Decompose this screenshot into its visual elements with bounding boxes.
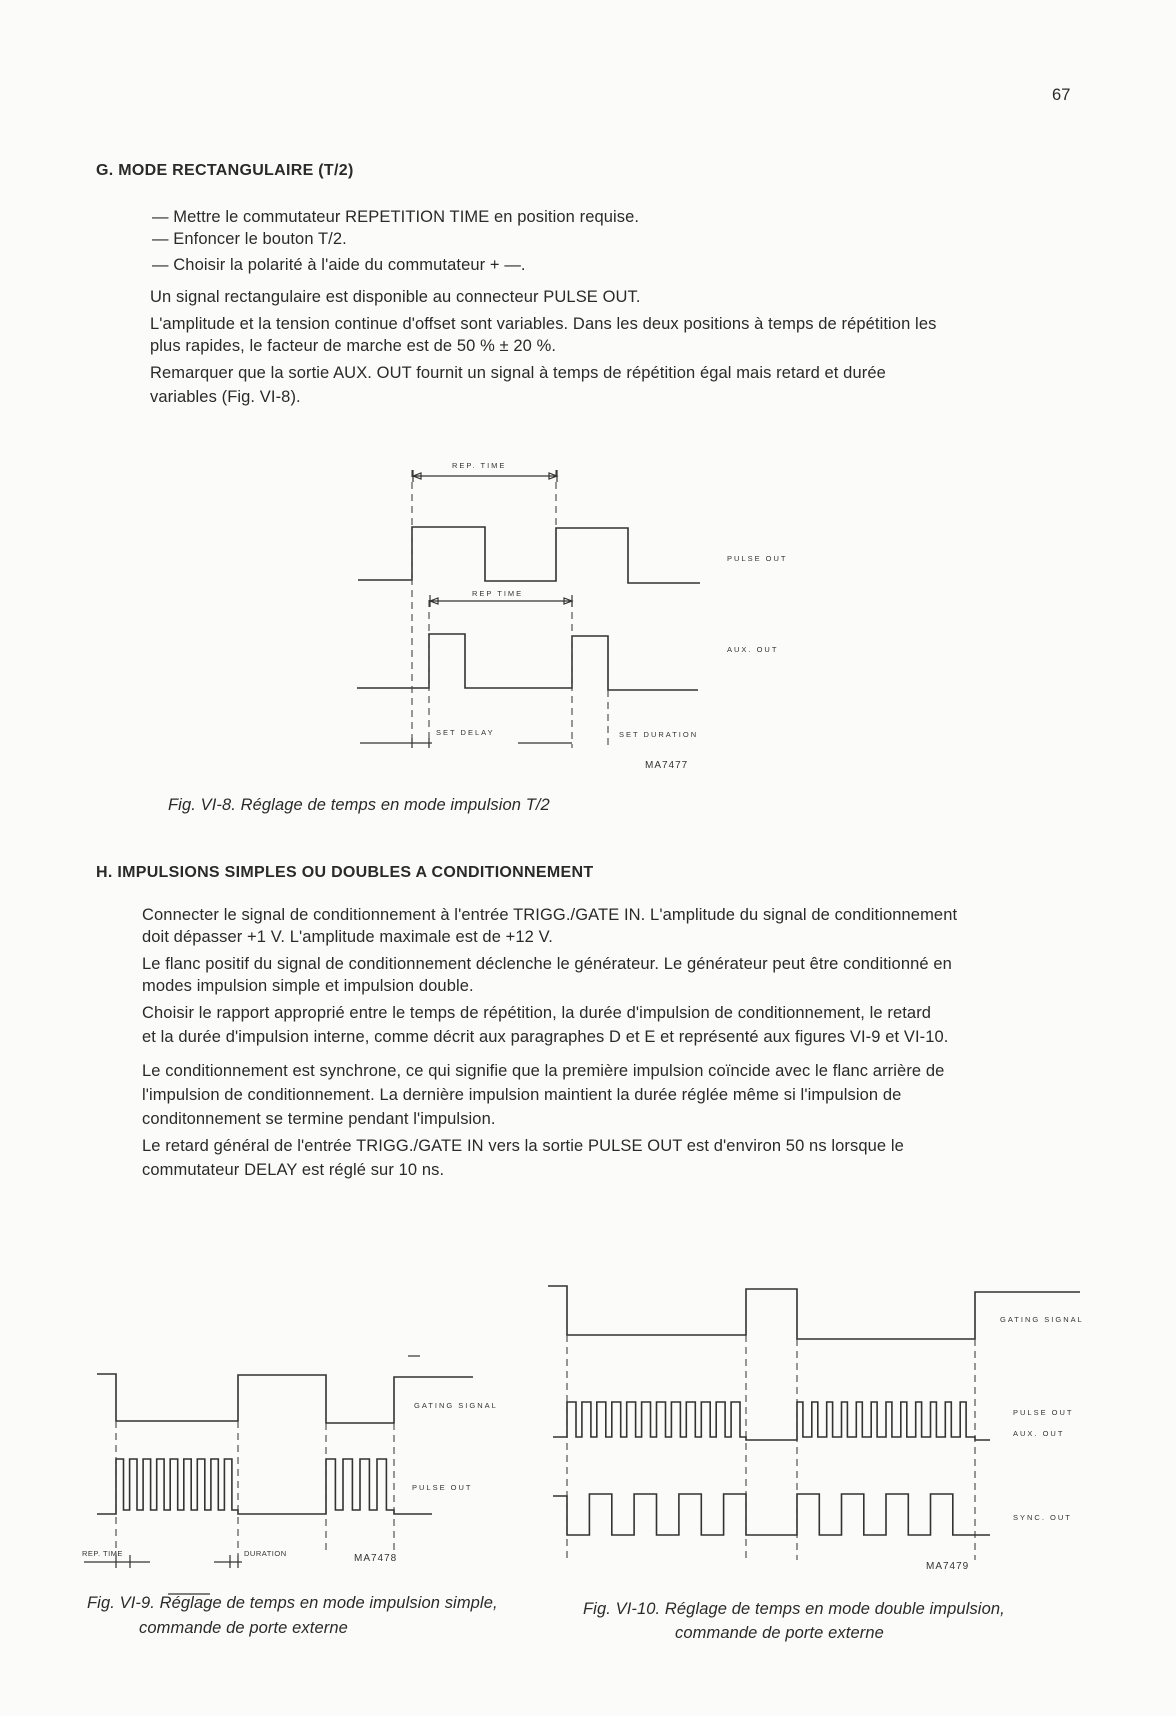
fig-8-caption: Fig. VI-8. Réglage de temps en mode impulsion T/2 (168, 796, 550, 814)
pulse-out-waveform (358, 527, 700, 583)
fig-9-caption-line-2: commande de porte externe (139, 1619, 348, 1637)
paragraph-line: commutateur DELAY est réglé sur 10 ns. (142, 1161, 445, 1179)
section-h-heading: H. IMPULSIONS SIMPLES OU DOUBLES A CONDITIONNEMENT (96, 864, 594, 881)
aux-out-waveform (357, 634, 698, 690)
fig-10-caption: Fig. VI-10. Réglage de temps en mode double impulsion, (583, 1600, 1005, 1618)
set-delay-arrow (360, 738, 572, 748)
gating-signal-waveform (97, 1374, 473, 1423)
paragraph-line: conditonnement se termine pendant l'impulsion. (142, 1110, 496, 1128)
figure-ref: MA7479 (926, 1561, 970, 1572)
gating-signal-label: GATING SIGNAL (414, 1401, 498, 1410)
paragraph-line: Le retard général de l'entrée TRIGG./GATE IN vers la sortie PULSE OUT est d'environ 50 ns lorsque le (142, 1137, 904, 1155)
duration-label: DURATION (244, 1549, 287, 1558)
pulse-out-label: PULSE OUT (412, 1483, 473, 1492)
pulse-out-label: PULSE OUT (727, 554, 788, 563)
figure-ref: MA7477 (645, 760, 689, 771)
pulse-out-waveform (553, 1402, 990, 1440)
pulse-out-waveform (97, 1459, 432, 1514)
set-duration-label: SET DURATION (619, 730, 699, 739)
fig-8-diagram (357, 461, 788, 771)
paragraph-line: Connecter le signal de conditionnement à l'entrée TRIGG./GATE IN. L'amplitude du signal de conditionnement (142, 906, 958, 924)
sync-out-label: SYNC. OUT (1013, 1513, 1072, 1522)
duration-arrow (214, 1555, 242, 1568)
paragraph-line: doit dépasser +1 V. L'amplitude maximale est de +12 V. (142, 928, 553, 946)
fig-10-caption-line-2: commande de porte externe (675, 1624, 884, 1642)
aux-out-label: AUX. OUT (727, 645, 779, 654)
paragraph-line: variables (Fig. VI-8). (150, 388, 301, 406)
fig-9-caption: Fig. VI-9. Réglage de temps en mode impulsion simple, (87, 1594, 498, 1612)
paragraph-line: Choisir le rapport approprié entre le temps de répétition, la durée d'impulsion de conditionnement, le retard (142, 1004, 932, 1022)
paragraph-line: Un signal rectangulaire est disponible au connecteur PULSE OUT. (150, 288, 641, 306)
sync-out-waveform (553, 1494, 990, 1535)
figure-ref: MA7478 (354, 1553, 398, 1564)
paragraph-line: modes impulsion simple et impulsion double. (142, 977, 474, 995)
rep-time-label: REP. TIME (82, 1549, 123, 1558)
rep-time-label: REP TIME (472, 589, 524, 598)
set-delay-label: SET DELAY (436, 728, 495, 737)
page-number: 67 (1052, 86, 1071, 104)
paragraph-line: l'impulsion de conditionnement. La dernière impulsion maintient la durée réglée même si l'impulsion de (142, 1086, 902, 1104)
section-g-heading: G. MODE RECTANGULAIRE (T/2) (96, 162, 354, 179)
gating-signal-label: GATING SIGNAL (1000, 1315, 1084, 1324)
paragraph-line: Remarquer que la sortie AUX. OUT fournit un signal à temps de répétition égal mais retard et durée (150, 364, 886, 382)
gating-signal-waveform (548, 1286, 1080, 1339)
pulse-out-label: PULSE OUT (1013, 1408, 1074, 1417)
paragraph-line: plus rapides, le facteur de marche est de 50 % ± 20 %. (150, 337, 557, 355)
paragraph-line: Le flanc positif du signal de conditionnement déclenche le générateur. Le générateur peut être conditionné en (142, 955, 952, 973)
fig-9-diagram (82, 1356, 498, 1594)
aux-out-label: AUX. OUT (1013, 1429, 1065, 1438)
fig-10-diagram (548, 1286, 1084, 1572)
bullet: — Mettre le commutateur REPETITION TIME en position requise. (152, 208, 640, 226)
rep-time-arrow (413, 470, 557, 482)
paragraph-line: Le conditionnement est synchrone, ce qui signifie que la première impulsion coïncide avec le flanc arrière de (142, 1062, 945, 1080)
bullet: — Choisir la polarité à l'aide du commutateur + —. (152, 256, 526, 274)
paragraph-line: L'amplitude et la tension continue d'offset sont variables. Dans les deux positions à temps de répétition les (150, 315, 937, 333)
bullet: — Enfoncer le bouton T/2. (152, 230, 347, 248)
rep-time-label: REP. TIME (452, 461, 507, 470)
paragraph-line: et la durée d'impulsion interne, comme décrit aux paragraphes D et E et représenté aux figures VI-9 et VI-10. (142, 1028, 949, 1046)
